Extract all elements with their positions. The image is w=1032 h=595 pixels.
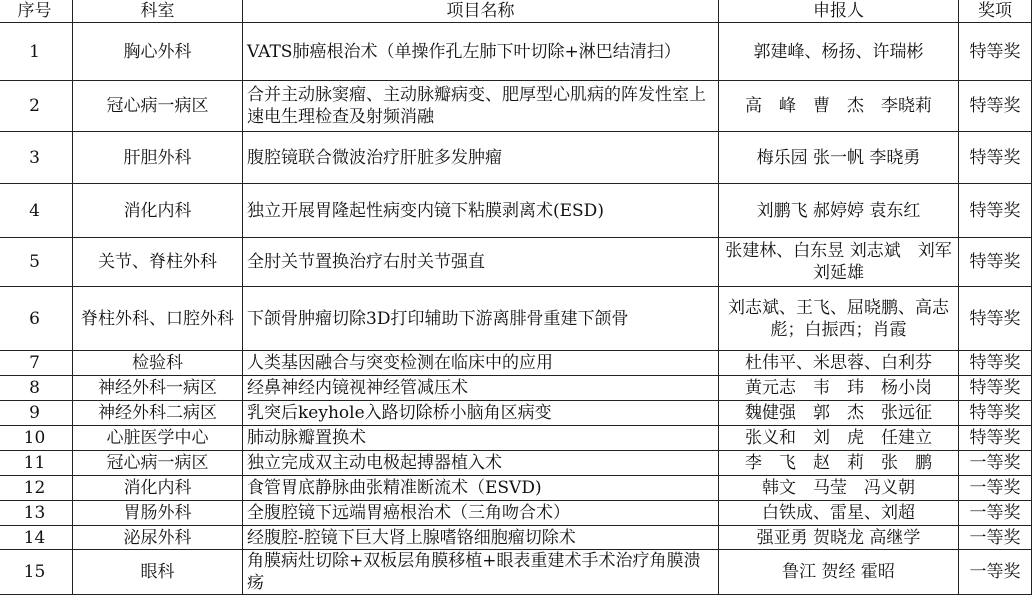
cell-no[interactable]: 4 [0,184,73,238]
cell-applicants[interactable]: 黄元志 韦 玮 杨小岗 [719,376,959,401]
cell-applicants[interactable]: 张义和 刘 虎 任建立 [719,426,959,451]
cell-award[interactable]: 特等奖 [959,238,1032,287]
cell-award[interactable]: 一等奖 [959,451,1032,476]
cell-award[interactable]: 特等奖 [959,184,1032,238]
cell-applicants[interactable]: 强亚勇 贺晓龙 高继学 [719,526,959,550]
cell-no[interactable]: 9 [0,401,73,426]
cell-dept[interactable]: 冠心病一病区 [73,81,243,132]
cell-dept[interactable]: 神经外科一病区 [73,376,243,401]
cell-no[interactable]: 7 [0,351,73,376]
cell-project[interactable]: 人类基因融合与突变检测在临床中的应用 [243,351,719,376]
cell-award[interactable]: 一等奖 [959,526,1032,550]
cell-award[interactable]: 特等奖 [959,426,1032,451]
cell-dept[interactable]: 眼科 [73,550,243,595]
table-row [0,238,1032,287]
cell-project[interactable]: 腹腔镜联合微波治疗肝脏多发肿瘤 [243,132,719,184]
header-cell-no[interactable]: 序号 [0,0,73,23]
cell-applicants[interactable]: 刘志斌、王飞、屈晓鹏、高志彪；白振西；肖霞 [719,287,959,351]
cell-project[interactable]: 经腹腔-腔镜下巨大肾上腺嗜铬细胞瘤切除术 [243,526,719,550]
cell-project[interactable]: 全腹腔镜下远端胃癌根治术（三角吻合术） [243,501,719,526]
cell-project[interactable]: 角膜病灶切除+双板层角膜移植+眼表重建术手术治疗角膜溃疡 [243,550,719,595]
cell-project[interactable]: 独立完成双主动电极起搏器植入术 [243,451,719,476]
cell-no[interactable]: 1 [0,23,73,81]
table-row [0,287,1032,351]
header-cell-project[interactable]: 项目名称 [243,0,719,23]
cell-no[interactable]: 14 [0,526,73,550]
cell-no[interactable]: 13 [0,501,73,526]
cell-dept[interactable]: 神经外科二病区 [73,401,243,426]
cell-dept[interactable]: 脊柱外科、口腔外科 [73,287,243,351]
cell-award[interactable]: 特等奖 [959,23,1032,81]
cell-no[interactable]: 8 [0,376,73,401]
cell-no[interactable]: 11 [0,451,73,476]
header-cell-applicants[interactable]: 申报人 [719,0,959,23]
cell-applicants[interactable]: 刘鹏飞 郝婷婷 袁东红 [719,184,959,238]
table-row [0,401,1032,426]
cell-dept[interactable]: 泌尿外科 [73,526,243,550]
cell-applicants[interactable]: 高 峰 曹 杰 李晓莉 [719,81,959,132]
cell-applicants[interactable]: 韩文 马莹 冯义朝 [719,476,959,501]
cell-applicants[interactable]: 鲁江 贺经 霍昭 [719,550,959,595]
cell-applicants[interactable]: 杜伟平、米思蓉、白利芬 [719,351,959,376]
table-row [0,376,1032,401]
header-row [0,0,1032,23]
table-row [0,526,1032,550]
cell-project[interactable]: 乳突后keyhole入路切除桥小脑角区病变 [243,401,719,426]
table-row [0,132,1032,184]
cell-dept[interactable]: 冠心病一病区 [73,451,243,476]
cell-dept[interactable]: 胃肠外科 [73,501,243,526]
table-row [0,81,1032,132]
cell-award[interactable]: 特等奖 [959,401,1032,426]
cell-award[interactable]: 特等奖 [959,287,1032,351]
cell-award[interactable]: 特等奖 [959,351,1032,376]
cell-project[interactable]: 合并主动脉窦瘤、主动脉瓣病变、肥厚型心肌病的阵发性室上速电生理检查及射频消融 [243,81,719,132]
cell-applicants[interactable]: 梅乐园 张一帆 李晓勇 [719,132,959,184]
cell-award[interactable]: 一等奖 [959,550,1032,595]
table-row [0,501,1032,526]
cell-no[interactable]: 15 [0,550,73,595]
table-row [0,23,1032,81]
header-cell-dept[interactable]: 科室 [73,0,243,23]
cell-no[interactable]: 3 [0,132,73,184]
cell-award[interactable]: 特等奖 [959,132,1032,184]
table-row [0,476,1032,501]
table-row [0,550,1032,595]
cell-dept[interactable]: 消化内科 [73,184,243,238]
cell-no[interactable]: 6 [0,287,73,351]
cell-project[interactable]: 下颌骨肿瘤切除3D打印辅助下游离腓骨重建下颌骨 [243,287,719,351]
cell-dept[interactable]: 关节、脊柱外科 [73,238,243,287]
cell-no[interactable]: 10 [0,426,73,451]
cell-dept[interactable]: 胸心外科 [73,23,243,81]
table-row [0,426,1032,451]
cell-project[interactable]: VATS肺癌根治术（单操作孔左肺下叶切除+淋巴结清扫） [243,23,719,81]
header-cell-award[interactable]: 奖项 [959,0,1032,23]
cell-applicants[interactable]: 张建林、白东昱 刘志斌 刘军 刘延雄 [719,238,959,287]
cell-applicants[interactable]: 白铁成、雷星、刘超 [719,501,959,526]
cell-applicants[interactable]: 郭建峰、杨扬、许瑞彬 [719,23,959,81]
cell-dept[interactable]: 心脏医学中心 [73,426,243,451]
cell-award[interactable]: 一等奖 [959,476,1032,501]
cell-no[interactable]: 2 [0,81,73,132]
table-row [0,351,1032,376]
cell-dept[interactable]: 肝胆外科 [73,132,243,184]
cell-project[interactable]: 经鼻神经内镜视神经管减压术 [243,376,719,401]
cell-project[interactable]: 肺动脉瓣置换术 [243,426,719,451]
cell-award[interactable]: 特等奖 [959,376,1032,401]
cell-applicants[interactable]: 魏健强 郭 杰 张远征 [719,401,959,426]
cell-project[interactable]: 食管胃底静脉曲张精准断流术（ESVD) [243,476,719,501]
cell-award[interactable]: 一等奖 [959,501,1032,526]
cell-dept[interactable]: 消化内科 [73,476,243,501]
cell-dept[interactable]: 检验科 [73,351,243,376]
cell-project[interactable]: 全肘关节置换治疗右肘关节强直 [243,238,719,287]
table-row [0,451,1032,476]
cell-no[interactable]: 12 [0,476,73,501]
cell-no[interactable]: 5 [0,238,73,287]
cell-award[interactable]: 特等奖 [959,81,1032,132]
cell-applicants[interactable]: 李 飞 赵 莉 张 鹏 [719,451,959,476]
cell-project[interactable]: 独立开展胃隆起性病变内镜下粘膜剥离术(ESD) [243,184,719,238]
table-row [0,184,1032,238]
